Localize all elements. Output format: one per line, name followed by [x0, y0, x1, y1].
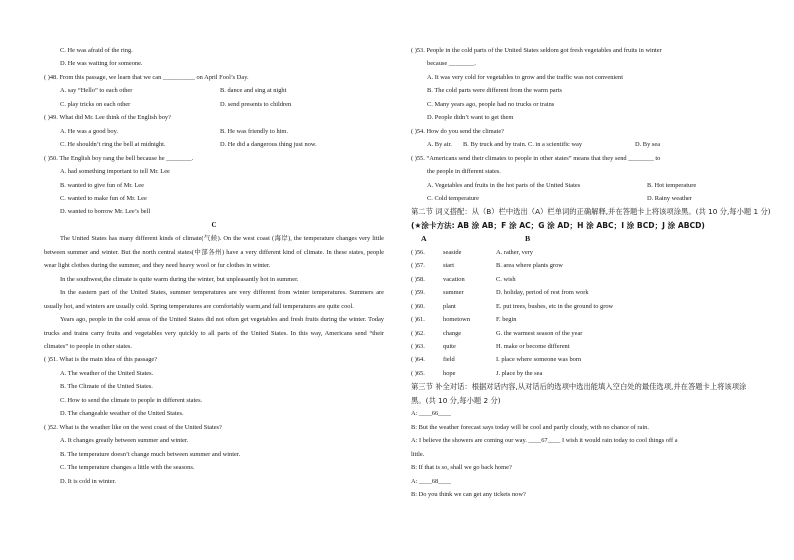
match-word: change — [443, 329, 462, 337]
match-row — [411, 353, 756, 366]
q49-stem: ( )49. What did Mr. Lee think of the English boy? — [44, 114, 171, 122]
section3-title: 第三节 补全对话：根据对话内容,从对话后的选项中选出能填入空白处的最佳选项,并在答题卡上将该项涂黑。(共 10 分,每小题 2 分) — [411, 382, 747, 405]
q55-option-c: C. Cold temperature — [427, 194, 479, 202]
passage-c-paragraph: In the southwest,the climate is quite warm during the winter, but unpleasantly hot in summer. — [60, 275, 299, 283]
match-definition: E. put trees, bushes, etc in the ground to grow — [496, 302, 614, 310]
dialog-line: A: I believe the showers are coming our way. ____67____ I wish it would rain today to cool things off a — [411, 437, 678, 445]
q48-stem: ( )48. From this passage, we learn that we can __________ on April Fool’s Day. — [44, 73, 249, 81]
q55-option-d: D. Rainy weather — [647, 194, 692, 202]
match-definition: A. rather, very — [496, 248, 534, 256]
q49-option-a: A. He was a good boy. — [60, 127, 118, 135]
q49-options-cd — [44, 138, 384, 151]
match-word: start — [443, 262, 455, 270]
match-word: hometown — [443, 316, 470, 324]
q47-option-d: D. He was waiting for someone. — [60, 60, 143, 68]
q49-options-ab — [44, 125, 384, 138]
dialog-line: B: Do you think we can get any tickets now? — [411, 490, 526, 498]
match-word: summer — [443, 289, 464, 297]
passage-c-paragraph: In the eastern part of the United States, summer temperatures are very different from winter temperatures. Summers are usually hot, and winters are usually cold. Spring temperatures are comfortably warm,and fall temperatures are quite cool. — [44, 289, 384, 310]
match-row — [411, 367, 756, 380]
left-column — [44, 44, 384, 488]
q50-option-a: A. had something important to tell Mr. Lee — [60, 168, 170, 176]
q51-option-a: A. The weather of the United States. — [60, 369, 154, 377]
match-number: ( )61. — [411, 316, 425, 324]
match-number: ( )62. — [411, 329, 425, 337]
column-b-header: B — [525, 234, 531, 244]
q53-option-b: B. The cold parts were different from the warm parts — [427, 87, 562, 95]
match-definition: F. begin — [496, 316, 517, 324]
match-definition: J. place by the sea — [496, 369, 543, 377]
q55-stem-cont: the people in different states. — [427, 168, 501, 176]
match-number: ( )63. — [411, 342, 425, 350]
q53-option-a: A. It was very cold for vegetables to grow and the traffic was not convenient — [427, 73, 623, 81]
section2-title: 第二节 词义搭配：从（B）栏中选出（A）栏单词的正确解释,并在答题卡上将该项涂黑。(共 10 分,每小题 1 分) — [411, 207, 771, 217]
dialog-line: A: ____68____ — [411, 477, 451, 485]
q53-option-c: C. Many years ago, people had no trucks or trains — [427, 100, 555, 108]
match-row — [411, 259, 756, 272]
q52-option-a: A. It changes greatly between summer and winter. — [60, 437, 189, 445]
match-definition: G. the warmest season of the year — [496, 329, 583, 337]
match-row — [411, 327, 756, 340]
q51-stem: ( )51. What is the main idea of this passage? — [44, 356, 158, 364]
match-row — [411, 300, 756, 313]
column-headers — [411, 232, 756, 245]
q51-option-b: B. The Climate of the United States. — [60, 383, 153, 391]
dialog-line: A: ____66____ — [411, 410, 451, 418]
match-definition: I. place where someone was born — [496, 356, 582, 364]
q52-option-d: D. It is cold in winter. — [60, 477, 116, 485]
q50-option-c: C. wanted to make fun of Mr. Lee — [60, 194, 147, 202]
passage-c-title: C — [211, 220, 217, 229]
match-list — [411, 246, 756, 381]
q54-option-a: A. By air. — [427, 141, 452, 149]
match-definition: C. wish — [496, 275, 516, 283]
q54-option-d: D. By sea — [635, 141, 661, 149]
match-number: ( )56. — [411, 248, 425, 256]
match-word: field — [443, 356, 455, 364]
q55-options-ab — [411, 179, 756, 192]
q54-option-bc: B. By truck and by train. C. in a scientific way — [463, 141, 583, 149]
q48-option-d: D. send presents to children — [220, 100, 292, 108]
q49-option-b: B. He was friendly to him. — [220, 127, 288, 135]
q54-options — [411, 138, 756, 151]
match-word: plant — [443, 302, 456, 310]
q55-options-cd — [411, 192, 756, 205]
match-number: ( )57. — [411, 262, 425, 270]
right-column — [411, 44, 771, 501]
match-number: ( )60. — [411, 302, 425, 310]
q53-stem: ( )53. People in the cold parts of the United States seldom got fresh vegetables and fruits in winter — [411, 47, 662, 54]
q52-stem: ( )52. What is the weather like on the west coast of the United States? — [44, 423, 222, 431]
q49-option-c: C. He shouldn’t ring the bell at midnight. — [60, 141, 166, 149]
q54-stem: ( )54. How do you send the climate? — [411, 127, 504, 135]
match-word: seaside — [443, 248, 462, 256]
dialog-line: B: If that is so, shall we go back home? — [411, 464, 512, 472]
match-definition: H. make or become different — [496, 342, 570, 350]
q55-option-b: B. Hot temperature — [647, 181, 697, 189]
q53-stem-cont: because ________. — [427, 60, 476, 68]
q48-option-a: A. say “Hello” to each other — [60, 87, 133, 95]
q52-option-b: B. The temperature doesn’t change much between summer and winter. — [60, 450, 241, 458]
match-word: hope — [443, 369, 456, 377]
q53-option-d: D. People didn’t want to get them — [427, 114, 514, 122]
q48-options-cd — [44, 98, 384, 111]
q50-option-d: D. wanted to borrow Mr. Lee’s bell — [60, 208, 151, 216]
q51-option-d: D. The changeable weather of the United States. — [60, 410, 184, 418]
match-word: vacation — [443, 275, 465, 283]
q49-option-d: D. He did a dangerous thing just now. — [220, 141, 317, 149]
q48-options-ab — [44, 84, 384, 97]
q55-option-a: A. Vegetables and fruits in the hot parts of the United States — [427, 181, 581, 189]
q47-option-c: C. He was afraid of the ring. — [60, 47, 133, 54]
match-number: ( )64. — [411, 356, 425, 364]
q52-option-c: C. The temperature changes a little with the seasons. — [60, 464, 195, 472]
match-definition: B. area where plants grow — [496, 262, 563, 270]
dialog-line: B: But the weather forecast says today will be cool and partly cloudy, with no chance of rain. — [411, 423, 649, 431]
match-row — [411, 273, 756, 286]
q51-option-c: C. How to send the climate to people in different states. — [60, 396, 203, 404]
match-row — [411, 340, 756, 353]
match-definition: D. holiday, period of rest from work — [496, 289, 589, 297]
passage-c-paragraph: The United States has many different kinds of climate(气候). On the west coast (海岸), the temperature changes very little between summer and winter. But the north central states(中部各州) have a very different kind of climate. In these states, people wear light clothes during the summer, and they need heavy wool or fur clothes in winter. — [44, 235, 384, 270]
dialog-line: little. — [411, 450, 425, 458]
passage-c-paragraph: Years ago, people in the cold areas of the United States did not often get vegetables and fresh fruits during the winter. Today trucks and trains carry fruits and vegetables very quickly to all parts of the United States. In this way, Americans send “their climates” to people in other states. — [44, 316, 384, 350]
q48-option-c: C. play tricks on each other — [60, 100, 131, 108]
match-number: ( )65. — [411, 369, 425, 377]
column-a-header: A — [421, 234, 427, 244]
q50-stem: ( )50. The English boy rang the bell because he ________. — [44, 154, 194, 162]
match-row — [411, 286, 756, 299]
match-number: ( )59. — [411, 289, 425, 297]
section2-method: (★涂卡方法: AB 涂 AB；F 涂 AC；G 涂 AD；H 涂 ABC；I 涂 BCD；J 涂 ABCD) — [411, 220, 705, 230]
match-number: ( )58. — [411, 275, 425, 283]
match-row — [411, 246, 756, 259]
match-row — [411, 313, 756, 326]
match-word: quite — [443, 342, 456, 350]
q50-option-b: B. wanted to give fun of Mr. Lee — [60, 181, 144, 189]
q55-stem: ( )55. “Americans send their climates to people in other states” means that they send ________ to — [411, 154, 661, 162]
q48-option-b: B. dance and sing at night — [220, 87, 287, 95]
